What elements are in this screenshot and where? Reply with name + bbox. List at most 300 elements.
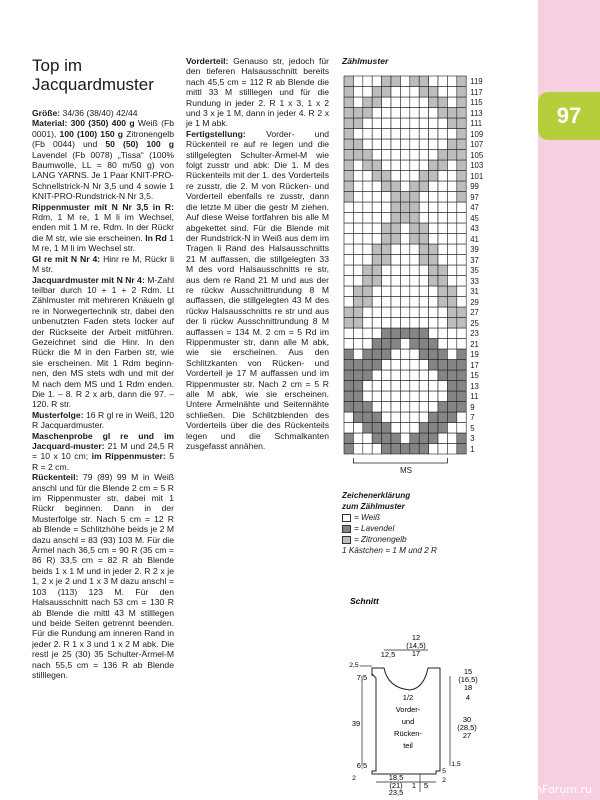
chart-cell <box>400 318 409 329</box>
chart-cell <box>429 213 438 224</box>
chart-cell <box>363 391 372 402</box>
legend-heading-2: zum Zählmuster <box>342 502 405 511</box>
chart-cell <box>438 349 447 360</box>
chart-cell <box>363 150 372 161</box>
chart-cell <box>410 381 419 392</box>
row-number: 101 <box>470 171 484 181</box>
chart-cell <box>391 150 400 161</box>
chart-cell <box>447 244 456 255</box>
chart-cell <box>353 97 362 108</box>
chart-cell <box>382 297 391 308</box>
row-number: 31 <box>470 287 479 296</box>
chart-cell <box>382 139 391 150</box>
chart-cell <box>382 360 391 371</box>
row-number: 119 <box>470 77 483 86</box>
chart-cell <box>400 381 409 392</box>
row-number: 41 <box>470 234 479 244</box>
chart-cell <box>382 402 391 413</box>
chart-cell <box>353 297 362 308</box>
swatch-white <box>342 514 351 522</box>
chart-cell <box>457 139 466 150</box>
chart-cell <box>382 181 391 192</box>
chart-cell <box>419 234 428 245</box>
legend-item-lavender <box>342 523 532 534</box>
chart-cell <box>344 318 353 329</box>
chart-cell <box>457 370 466 381</box>
chart-cell <box>429 150 438 161</box>
chart-cell <box>447 171 456 182</box>
chart-cell <box>438 318 447 329</box>
chart-cell <box>363 339 372 350</box>
chart-cell <box>447 297 456 308</box>
chart-cell <box>447 87 456 98</box>
chart-cell <box>447 318 456 329</box>
chart-cell <box>382 370 391 381</box>
chart-cell <box>353 223 362 234</box>
chart-cell <box>410 402 419 413</box>
chart-cell <box>400 139 409 150</box>
dim-right-height-3: 27 <box>462 731 472 740</box>
chart-cell <box>400 87 409 98</box>
ms-bracket <box>353 458 447 463</box>
legend-item-white <box>342 512 532 523</box>
dim-hem-right-a: 5 <box>442 768 446 775</box>
chart-cell <box>447 139 456 150</box>
legend-item-yellow <box>342 534 532 545</box>
chart-cell <box>438 108 447 119</box>
chart-cell <box>447 402 456 413</box>
chart-cell <box>344 370 353 381</box>
chart-cell <box>372 87 381 98</box>
chart-cell <box>372 76 381 87</box>
chart-cell <box>372 402 381 413</box>
chart-cell <box>344 160 353 171</box>
legend-label-yellow: = Zitronengelb <box>354 535 407 544</box>
chart-cell <box>353 307 362 318</box>
chart-cell <box>382 444 391 455</box>
chart-cell <box>429 412 438 423</box>
chart-cell <box>457 328 466 339</box>
chart-cell <box>391 381 400 392</box>
chart-cell <box>400 339 409 350</box>
chart-cell <box>457 181 466 192</box>
chart-cell <box>438 76 447 87</box>
chart-cell <box>447 223 456 234</box>
chart-cell <box>363 223 372 234</box>
chart-cell <box>372 192 381 203</box>
chart-cell <box>457 307 466 318</box>
chart-cell <box>382 150 391 161</box>
chart-cell <box>410 192 419 203</box>
chart-cell <box>438 181 447 192</box>
chart-cell <box>447 444 456 455</box>
chart-cell <box>438 171 447 182</box>
chart-cell <box>419 213 428 224</box>
chart-cell <box>457 381 466 392</box>
paragraph-material <box>32 118 174 201</box>
chart-cell <box>363 360 372 371</box>
chart-cell <box>353 328 362 339</box>
chart-cell <box>429 234 438 245</box>
row-number: 27 <box>470 308 479 317</box>
label-size: Größe: <box>32 108 61 118</box>
chart-cell <box>363 108 372 119</box>
chart-cell <box>438 381 447 392</box>
chart-cell <box>363 423 372 434</box>
chart-cell <box>353 181 362 192</box>
chart-cell <box>382 234 391 245</box>
instructions-column-left <box>32 56 174 680</box>
text-gauge-rib: 5 R = 2 cm. <box>32 451 174 472</box>
chart-cell <box>457 234 466 245</box>
chart-cell <box>372 223 381 234</box>
label-finishing: Fertigstellung: <box>186 128 246 139</box>
chart-cell <box>429 318 438 329</box>
chart-cell <box>391 265 400 276</box>
chart-cell <box>391 339 400 350</box>
chart-cell <box>410 244 419 255</box>
legend <box>342 490 532 556</box>
text-jacquard: M-Zahl teilbar durch 10 + 1 + 2 Rdm. Lt Zählmuster mit mehreren Knäueln gl re in Norwegertechnik str, dabei den unbenutzten Faden stets locker auf der Rückseite der Arbeit mitführen. Gezeichnet sind die Hinr. In den Rückr die M in den Farben str, wie sie erscheinen. Mit 1 Rdm beginn-nen, den MS stets wdh und mit der M nach dem MS und 1 Rdm enden. Die 1. – 8. R 2 x arb, dann die 97. – 120. R str. <box>32 274 174 410</box>
chart-cell <box>419 339 428 350</box>
chart-cell <box>391 349 400 360</box>
chart-cell <box>382 202 391 213</box>
chart-cell <box>344 244 353 255</box>
chart-cell <box>429 307 438 318</box>
chart-cell <box>363 286 372 297</box>
chart-cell <box>400 171 409 182</box>
title-line-1: Top im <box>32 56 83 75</box>
chart-cell <box>363 402 372 413</box>
chart-cell <box>438 202 447 213</box>
chart-cell <box>400 76 409 87</box>
label-material-3: 50 (50) 100 g <box>105 139 174 150</box>
chart-cell <box>438 339 447 350</box>
chart-cell <box>410 255 419 266</box>
row-number: 11 <box>470 392 479 401</box>
paragraph-sequence <box>32 410 174 431</box>
chart-cell <box>419 412 428 423</box>
chart-cell <box>457 286 466 297</box>
chart-cell <box>429 181 438 192</box>
chart-cell <box>344 423 353 434</box>
chart-cell <box>363 192 372 203</box>
chart-cell <box>353 391 362 402</box>
dim-bottom-slit: 5 <box>423 781 429 790</box>
chart-cell <box>410 129 419 140</box>
chart-cell <box>363 97 372 108</box>
chart-cell <box>419 328 428 339</box>
chart-cell <box>391 328 400 339</box>
chart-cell <box>382 286 391 297</box>
chart-cell <box>438 433 447 444</box>
chart-cell <box>438 360 447 371</box>
piece-label-1: 1/2 <box>402 693 414 702</box>
chart-cell <box>363 76 372 87</box>
chart-cell <box>419 129 428 140</box>
chart-cell <box>344 108 353 119</box>
schnitt-diagram <box>340 596 535 796</box>
chart-cell <box>372 286 381 297</box>
chart-cell <box>391 108 400 119</box>
chart-cell <box>344 349 353 360</box>
paragraph-jacquard <box>32 275 174 410</box>
chart-cell <box>372 234 381 245</box>
chart-cell <box>419 97 428 108</box>
chart-cell <box>438 286 447 297</box>
chart-cell <box>353 412 362 423</box>
dim-top-width-3: 17 <box>411 649 421 658</box>
row-number: 45 <box>470 213 479 223</box>
chart-cell <box>400 129 409 140</box>
chart-cell <box>457 118 466 129</box>
dim-top-width-1: 12 <box>411 633 421 642</box>
chart-cell <box>429 108 438 119</box>
chart-cell <box>429 286 438 297</box>
chart-cell <box>447 118 456 129</box>
chart-cell <box>429 202 438 213</box>
paragraph-gauge <box>32 431 174 473</box>
chart-cell <box>447 265 456 276</box>
text-material-3: Lavendel (Fb 0078) „Tissa“ (100% Baumwolle, LL = 80 m/50 g) von LANG YARNS. Je 1 Paar KNIT-PRO-Schnellstrick-N Nr 3,5 und 4 sowie 1 KNIT-PRO-Rundstrick-N Nr 3,5. <box>32 149 174 202</box>
chart-cell <box>410 423 419 434</box>
paragraph-back <box>32 472 174 680</box>
chart-cell <box>372 297 381 308</box>
chart-cell <box>429 192 438 203</box>
chart-cell <box>438 423 447 434</box>
chart-cell <box>382 381 391 392</box>
chart-cell <box>438 192 447 203</box>
chart-cell <box>344 255 353 266</box>
chart-cell <box>410 286 419 297</box>
row-number: 15 <box>470 371 479 380</box>
chart-cell <box>382 213 391 224</box>
chart-cell <box>344 202 353 213</box>
chart-heading: Zählmuster <box>342 56 389 66</box>
chart-cell <box>410 412 419 423</box>
chart-cell <box>372 171 381 182</box>
row-number: 17 <box>470 360 479 370</box>
chart-cell <box>353 139 362 150</box>
page-number-tab: 97 <box>538 92 600 140</box>
chart-cell <box>382 328 391 339</box>
chart-cell <box>457 412 466 423</box>
chart-cell <box>353 118 362 129</box>
chart-cell <box>438 139 447 150</box>
paragraph-size <box>32 108 174 118</box>
chart-cell <box>410 276 419 287</box>
chart-cell <box>429 381 438 392</box>
chart-cell <box>447 234 456 245</box>
watermark: PassionForum.ru <box>501 783 592 796</box>
chart-cell <box>447 412 456 423</box>
label-sequence: Musterfolge: <box>32 409 84 420</box>
chart-cell <box>372 118 381 129</box>
chart-cell <box>457 255 466 266</box>
chart-cell <box>419 370 428 381</box>
chart-cell <box>457 276 466 287</box>
chart-cell <box>372 391 381 402</box>
chart-cell <box>382 108 391 119</box>
row-number: 111 <box>470 119 483 128</box>
chart-cell <box>382 118 391 129</box>
chart-cell <box>410 223 419 234</box>
chart-cell <box>429 402 438 413</box>
label-gauge-rib: im Rippenmuster: <box>91 451 166 462</box>
chart-cell <box>344 381 353 392</box>
chart-cell <box>344 444 353 455</box>
piece-label-2: Vorder- <box>395 705 421 714</box>
chart-cell <box>363 370 372 381</box>
row-number: 107 <box>470 140 484 149</box>
chart-cell <box>438 160 447 171</box>
chart-cell <box>391 412 400 423</box>
chart-cell <box>391 423 400 434</box>
chart-cell <box>457 444 466 455</box>
chart-cell <box>447 255 456 266</box>
chart-cell <box>410 339 419 350</box>
chart-cell <box>353 381 362 392</box>
chart-cell <box>400 160 409 171</box>
chart-cell <box>382 160 391 171</box>
dim-right-neck: 4 <box>465 693 471 702</box>
chart-cell <box>382 223 391 234</box>
chart-cell <box>457 339 466 350</box>
chart-cell <box>419 139 428 150</box>
chart-cell <box>419 160 428 171</box>
chart-cell <box>410 181 419 192</box>
chart-cell <box>447 349 456 360</box>
chart-cell <box>457 171 466 182</box>
chart-cell <box>353 213 362 224</box>
chart-cell <box>391 276 400 287</box>
chart-cell <box>400 402 409 413</box>
chart-cell <box>372 349 381 360</box>
chart-cell <box>400 213 409 224</box>
ms-label: MS <box>400 466 412 475</box>
chart-cell <box>429 244 438 255</box>
piece-label-3: und <box>401 717 415 726</box>
chart-cell <box>457 360 466 371</box>
chart-cell <box>410 213 419 224</box>
chart-cell <box>438 444 447 455</box>
chart-cell <box>353 150 362 161</box>
chart-cell <box>410 97 419 108</box>
chart-cell <box>382 318 391 329</box>
chart-cell <box>382 265 391 276</box>
legend-note: 1 Kästchen = 1 M und 2 R <box>342 546 437 555</box>
chart-cell <box>363 318 372 329</box>
chart-cell <box>353 244 362 255</box>
chart-cell <box>363 276 372 287</box>
chart-cell <box>353 108 362 119</box>
chart-cell <box>382 255 391 266</box>
chart-cell <box>419 202 428 213</box>
chart-cell <box>419 265 428 276</box>
chart-cell <box>372 108 381 119</box>
chart-cell <box>372 433 381 444</box>
chart-cell <box>400 391 409 402</box>
chart-cell <box>353 444 362 455</box>
row-number: 9 <box>470 402 475 412</box>
chart-cell <box>363 349 372 360</box>
chart-cell <box>400 349 409 360</box>
chart-cell <box>429 76 438 87</box>
chart-cell <box>353 76 362 87</box>
chart-cell <box>382 433 391 444</box>
chart-cell <box>353 265 362 276</box>
chart-cell <box>344 223 353 234</box>
chart-cell <box>447 286 456 297</box>
chart-cell <box>429 276 438 287</box>
chart-cell <box>457 297 466 308</box>
chart-cell <box>429 370 438 381</box>
chart-cell <box>353 360 362 371</box>
chart-cell <box>372 255 381 266</box>
chart-cell <box>363 307 372 318</box>
text-gauge: 21 M und 24,5 R = 10 x 10 cm; <box>32 441 174 462</box>
chart-cell <box>429 97 438 108</box>
chart-cell <box>391 307 400 318</box>
chart-cell <box>429 265 438 276</box>
row-number: 3 <box>470 434 475 443</box>
chart-cell <box>419 286 428 297</box>
chart-cell <box>429 360 438 371</box>
chart-cell <box>410 328 419 339</box>
chart-cell <box>353 87 362 98</box>
chart-cell <box>391 223 400 234</box>
chart-cell <box>344 97 353 108</box>
chart-cell <box>410 150 419 161</box>
row-number: 19 <box>470 350 479 359</box>
chart-cell <box>400 423 409 434</box>
row-number: 7 <box>470 413 475 422</box>
chart-cell <box>391 213 400 224</box>
chart-cell <box>438 87 447 98</box>
label-rib: Rippenmuster mit N Nr 3,5 in R: <box>32 201 174 212</box>
chart-cell <box>457 244 466 255</box>
chart-cell <box>457 213 466 224</box>
chart-cell <box>344 276 353 287</box>
chart-cell <box>400 360 409 371</box>
chart-cell <box>363 255 372 266</box>
chart-cell <box>344 139 353 150</box>
chart-cell <box>457 349 466 360</box>
chart-cell <box>363 118 372 129</box>
chart-cell <box>391 129 400 140</box>
chart-cell <box>400 118 409 129</box>
chart-cell <box>391 118 400 129</box>
row-number: 37 <box>470 255 479 265</box>
chart-cell <box>391 402 400 413</box>
chart-cell <box>372 202 381 213</box>
label-front: Vorderteil: <box>186 56 229 66</box>
chart-cell <box>382 349 391 360</box>
chart-cell <box>419 433 428 444</box>
chart-cell <box>363 171 372 182</box>
chart-cell <box>400 444 409 455</box>
chart-cell <box>382 391 391 402</box>
chart-cell <box>391 255 400 266</box>
chart-cell <box>391 360 400 371</box>
row-number: 1 <box>470 444 475 454</box>
chart-cell <box>410 118 419 129</box>
chart-cell <box>363 213 372 224</box>
chart-cell <box>353 255 362 266</box>
chart-cell <box>419 391 428 402</box>
chart-cell <box>353 433 362 444</box>
chart-cell <box>382 244 391 255</box>
